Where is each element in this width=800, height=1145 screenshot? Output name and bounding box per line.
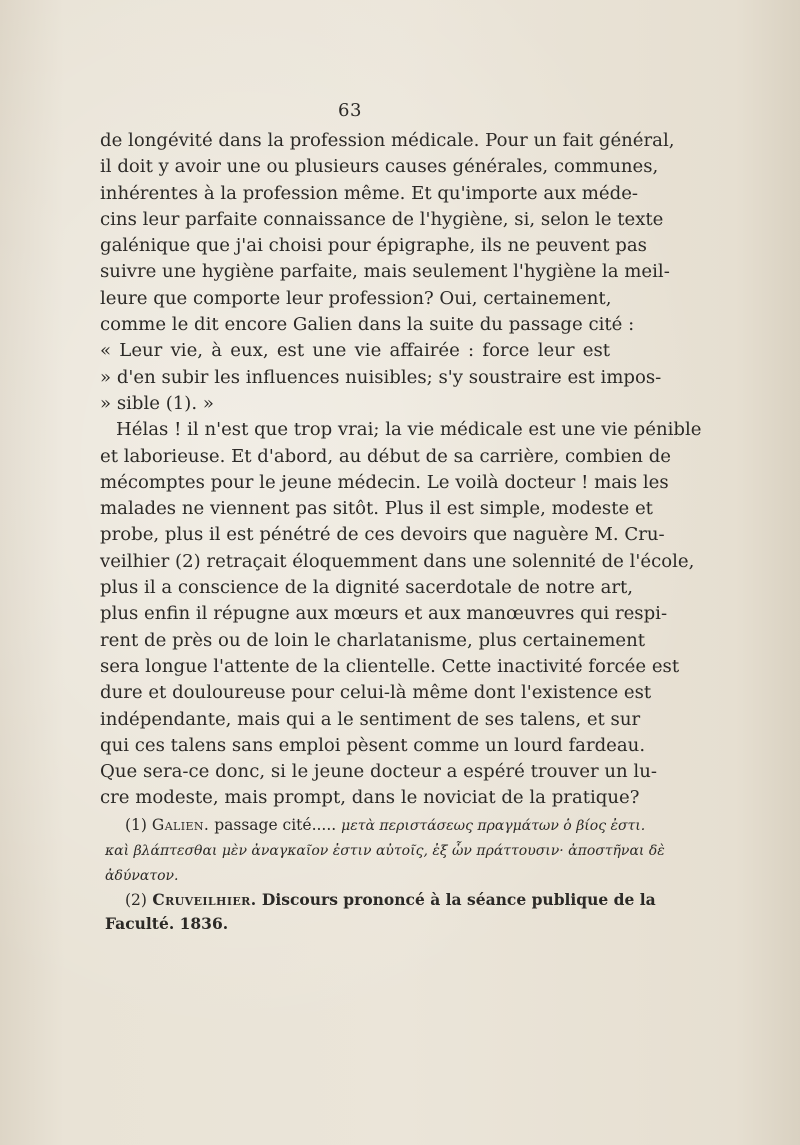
text-line: plus il a conscience de la dignité sacerdotale de notre art,: [100, 577, 634, 599]
footnote-2-text-2: Faculté. 1836.: [105, 914, 229, 933]
text-line: » d'en subir les influences nuisibles; s'y soustraire est impos-: [100, 366, 662, 388]
text-line: comme le dit encore Galien dans la suite du passage cité :: [100, 314, 635, 336]
footnote-2-line-2: [105, 912, 610, 936]
footnote-2-marker: (2): [125, 891, 147, 909]
text-line: » sible (1). »: [100, 392, 214, 414]
footnote-1-greek-1: μετὰ περιστάσεως πραγμάτων ὁ βίος ἐστι.: [341, 818, 646, 834]
footnotes: [105, 813, 665, 936]
footnote-1-line-3: [105, 863, 610, 888]
footnote-2-author: Cruveilhier.: [152, 890, 257, 909]
text-line: Hélas ! il n'est que trop vrai; la vie médicale est une vie pénible: [116, 419, 702, 441]
text-line: mécomptes pour le jeune médecin. Le voilà docteur ! mais les: [100, 471, 669, 493]
text-line: inhérentes à la profession même. Et qu'importe aux méde-: [100, 182, 639, 204]
footnote-1-marker: (1): [125, 816, 147, 834]
text-line: « Leur vie, à eux, est une vie affairée : force leur est: [100, 340, 610, 362]
text-line: de longévité dans la profession médicale. Pour un fait général,: [100, 130, 675, 151]
page-number: 63: [338, 100, 362, 121]
text-line: dure et douloureuse pour celui-là même dont l'existence est: [100, 682, 652, 704]
text-line: cins leur parfaite connaissance de l'hygiène, si, selon le texte: [100, 208, 664, 230]
footnote-1-author: Galien.: [151, 816, 210, 834]
text-line: qui ces talens sans emploi pèsent comme un lourd fardeau.: [100, 734, 646, 756]
footnote-1: [105, 813, 646, 838]
text-line: leure que comporte leur profession? Oui, certainement,: [100, 287, 612, 309]
footnote-1-greek-2: καὶ βλάπτεσθαι μὲν ἀναγκαῖον ἐστιν αὐτοῖς, ἐξ ὧν πράττουσιν· ἀποστῆναι δὲ: [105, 843, 665, 859]
text-line: il doit y avoir une ou plusieurs causes générales, communes,: [100, 156, 659, 178]
text-line: et laborieuse. Et d'abord, au début de sa carrière, combien de: [100, 445, 671, 467]
text-line: rent de près ou de loin le charlatanisme, plus certainement: [100, 629, 646, 651]
text-line: Que sera-ce donc, si le jeune docteur a espéré trouver un lu-: [100, 761, 657, 783]
text-line: malades ne viennent pas sitôt. Plus il est simple, modeste et: [100, 498, 653, 520]
text-line: sera longue l'attente de la clientelle. Cette inactivité forcée est: [100, 655, 680, 677]
footnote-2-text: Discours prononcé à la séance publique de la: [261, 890, 656, 909]
text-line: veilhier (2) retraçait éloquemment dans une solennité de l'école,: [100, 550, 695, 572]
text-line: cre modeste, mais prompt, dans le noviciat de la pratique?: [100, 787, 640, 809]
text-line: plus enfin il répugne aux mœurs et aux manœuvres qui respi-: [100, 603, 668, 625]
text-line: suivre une hygiène parfaite, mais seulement l'hygiène la meil-: [100, 261, 670, 283]
text-line: galénique que j'ai choisi pour épigraphe, ils ne peuvent pas: [100, 235, 647, 257]
footnote-1-line-2: [105, 838, 665, 863]
text-line: indépendante, mais qui a le sentiment de ses talens, et sur: [100, 708, 641, 730]
text-line: probe, plus il est pénétré de ces devoirs que naguère M. Cru-: [100, 524, 665, 546]
footnote-1-text: passage cité.....: [214, 816, 337, 834]
footnote-2: [105, 888, 656, 912]
footnote-1-greek-3: ἀδύνατον.: [105, 868, 179, 884]
body-text: [100, 128, 702, 812]
